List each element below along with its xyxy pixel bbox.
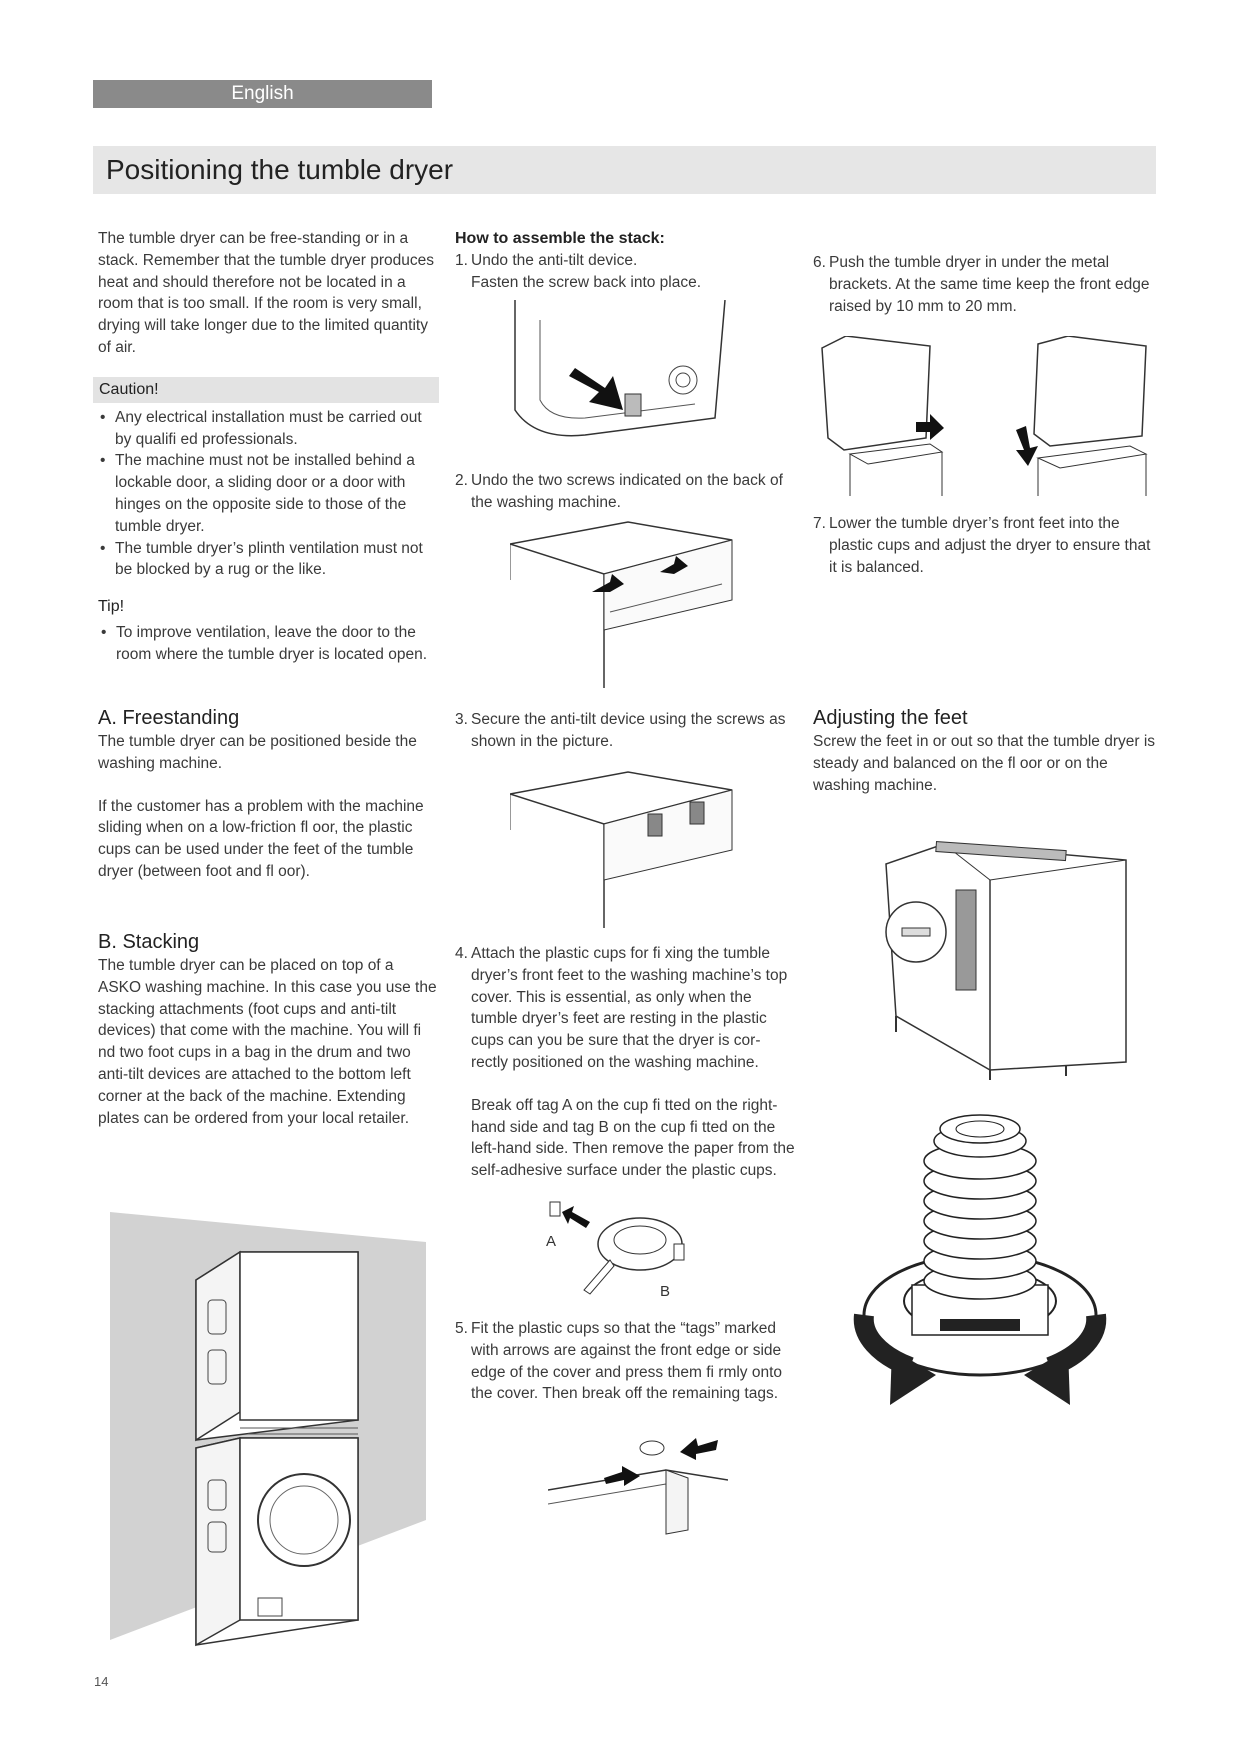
step-4-number: 4. xyxy=(455,945,468,962)
tip-item: • To improve ventilation, leave the door to the room where the tumble dryer is located open. xyxy=(98,622,434,666)
step-1-number: 1. xyxy=(455,251,468,269)
step-7-text: Lower the tumble dryer’s front feet into the plastic cups and adjust the dryer to ensure that it is balanced. xyxy=(829,515,1151,576)
step-4-text: Attach the plastic cups for fi xing the tumble dryer’s front feet to the washing machine’s top cover. This is essential, as only when the tumble dryer’s feet are resting in the plastic cups can you be sure that the dryer is cor-rectly positioned on the washing machine. xyxy=(471,945,788,1071)
tip-block xyxy=(98,596,434,665)
step-2-text: Undo the two screws indicated on the back of the washing machine. xyxy=(471,472,783,511)
step-5 xyxy=(455,1318,795,1405)
step-1-text-b: Fasten the screw back into place. xyxy=(471,273,702,291)
step-2-number: 2. xyxy=(455,472,468,489)
adjusting-feet-section xyxy=(813,705,1158,796)
caution-item: • Any electrical installation must be carried out by qualifi ed professionals. xyxy=(97,407,439,451)
step-4-text: Break off tag A on the cup fi tted on the right-hand side and tag B on the cup fi tted on the left-hand side. Then remove the paper from the self-adhesive surface under the plastic cups. xyxy=(471,1096,795,1180)
freestanding-text: If the customer has a problem with the machine sliding when on a low-friction fl oor, the plastic cups can be used under the feet of the tumble dryer (between foot and fl oor). xyxy=(98,797,424,880)
step-3-number: 3. xyxy=(455,711,468,728)
step-7-number: 7. xyxy=(813,515,826,532)
adjusting-feet-heading: Adjusting the feet xyxy=(813,707,968,729)
step-3-text: Secure the anti-tilt device using the screws as shown in the picture. xyxy=(471,711,786,750)
washing-machine-back-figure xyxy=(510,520,740,690)
tag-a-label: A xyxy=(546,1233,557,1250)
intro-block xyxy=(98,228,438,359)
step-1 xyxy=(455,250,795,294)
stacked-machines-illustration xyxy=(108,1200,428,1650)
adjustable-foot-figure xyxy=(850,1105,1110,1415)
page-title-bar xyxy=(93,146,1156,194)
push-dryer-figure xyxy=(820,336,1150,496)
assemble-heading: How to assemble the stack: xyxy=(455,230,665,247)
caution-title: Caution! xyxy=(93,377,439,403)
caution-item: • The tumble dryer’s plinth ventilation must not be blocked by a rug or the like. xyxy=(97,538,439,582)
page-number: 14 xyxy=(94,1674,109,1689)
caution-block xyxy=(93,377,439,581)
adjusting-feet-text: Screw the feet in or out so that the tumble dryer is steady and balanced on the fl oor or on the washing machine. xyxy=(813,733,1156,794)
step-6 xyxy=(813,252,1153,317)
intro-text: The tumble dryer can be free-standing or in a stack. Remember that the tumble dryer produces heat and should therefore not be located in a room that is too small. If the room is very small, drying will take longer due to the limited quantity of air. xyxy=(98,230,434,356)
step-6-text: Push the tumble dryer in under the metal brackets. At the same time keep the front edge raised by 10 mm to 20 mm. xyxy=(829,254,1150,315)
step-3 xyxy=(455,709,795,753)
caution-item: • The machine must not be installed behind a lockable door, a sliding door or a door with hinges on the opposite side to those of the tumble dryer. xyxy=(97,450,439,537)
page-title: Positioning the tumble dryer xyxy=(106,154,454,185)
step-5-number: 5. xyxy=(455,1320,468,1337)
step-7 xyxy=(813,513,1153,578)
stacking-section xyxy=(98,929,438,1129)
language-label: English xyxy=(93,80,432,108)
freestanding-section xyxy=(98,705,438,883)
step-1-text-a: Undo the anti-tilt device. xyxy=(471,251,638,269)
anti-tilt-device-figure xyxy=(505,300,735,440)
freestanding-heading: A. Freestanding xyxy=(98,707,240,729)
level-dryer-figure xyxy=(880,840,1130,1080)
freestanding-text: The tumble dryer can be positioned beside the washing machine. xyxy=(98,733,417,772)
tag-b-label: B xyxy=(660,1283,671,1300)
tip-title: Tip! xyxy=(98,598,125,615)
stacking-text: The tumble dryer can be placed on top of a ASKO washing machine. In this case you use the stacking attachments (foot cups and anti-tilt devices) that come with the machine. You will fi nd two foot cups in a bag in the drum and two anti-tilt devices are attached to the bottom left corner at the back of the machine. Extending plates can be ordered from your local retailer. xyxy=(98,957,437,1127)
step-6-number: 6. xyxy=(813,254,826,271)
step-4 xyxy=(455,943,795,1182)
assemble-steps-1 xyxy=(455,228,795,293)
stacking-heading: B. Stacking xyxy=(98,931,200,953)
anti-tilt-secured-figure xyxy=(510,770,740,930)
plastic-cup-figure xyxy=(540,1200,720,1300)
step-2 xyxy=(455,470,795,514)
cup-placement-figure xyxy=(548,1430,728,1540)
step-5-text: Fit the plastic cups so that the “tags” marked with arrows are against the front edge or side edge of the cover and press them fi rmly onto the cover. Then break off the remaining tags. xyxy=(471,1320,783,1403)
